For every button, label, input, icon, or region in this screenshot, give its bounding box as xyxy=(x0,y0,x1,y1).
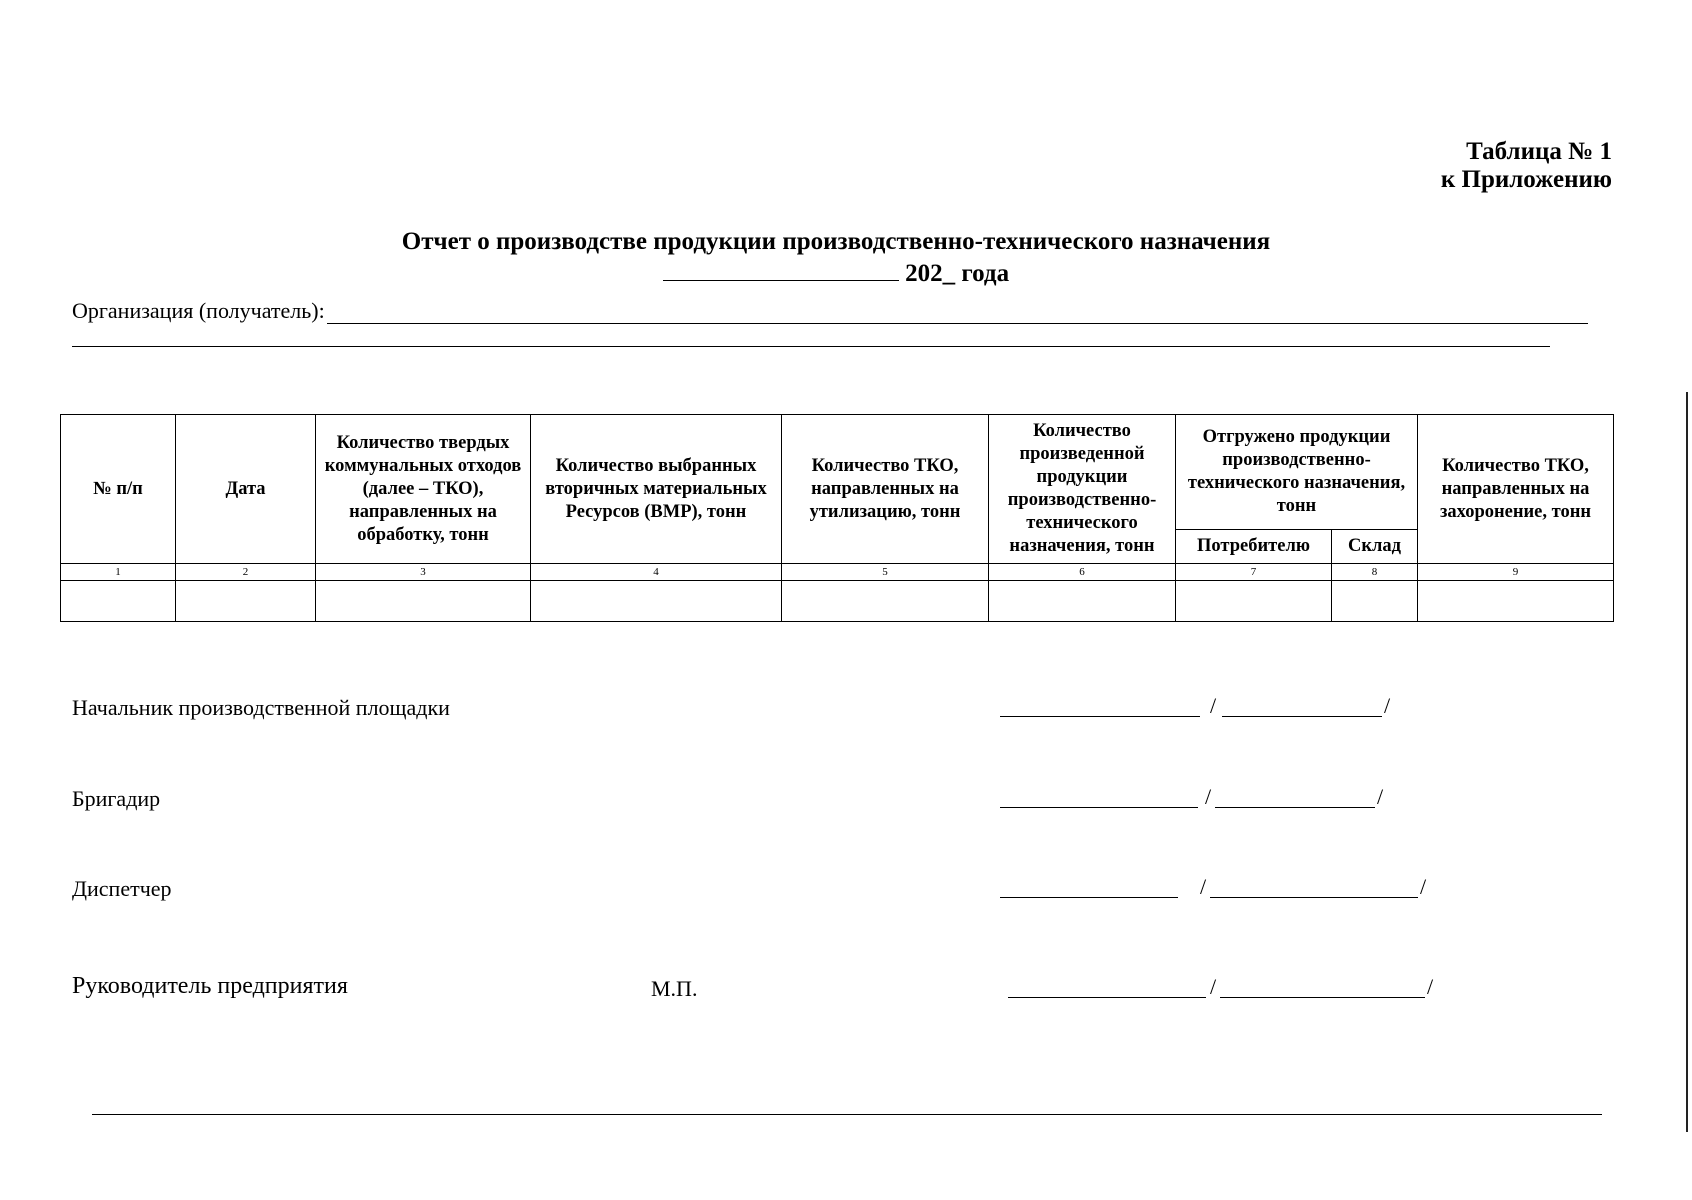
name-line[interactable] xyxy=(1220,997,1425,998)
organization-field[interactable] xyxy=(327,301,1588,324)
annex-appendix-ref: к Приложению xyxy=(1440,166,1612,193)
header-tko-processing: Количество твердых коммунальных отходов (далее – ТКО), направленных на обработку, тонн xyxy=(316,415,531,564)
signature-slash: / xyxy=(1200,874,1207,899)
stamp-place: М.П. xyxy=(651,976,698,1001)
table-cell[interactable] xyxy=(989,581,1176,622)
table-cell[interactable] xyxy=(782,581,989,622)
annex-table-number: Таблица № 1 xyxy=(1466,138,1612,165)
header-shipped: Отгружено продукции производственно-технического назначения, тонн xyxy=(1176,415,1418,530)
name-line[interactable] xyxy=(1210,897,1418,898)
column-number-row xyxy=(61,564,1614,581)
signature-slash: / xyxy=(1205,784,1212,809)
column-number: 5 xyxy=(782,564,989,581)
organization-label: Организация (получатель): xyxy=(72,298,325,323)
signature-slash: / xyxy=(1427,974,1434,999)
header-warehouse: Склад xyxy=(1332,530,1418,564)
signature-label-dispatcher: Диспетчер xyxy=(72,876,172,901)
column-number: 7 xyxy=(1176,564,1332,581)
signature-slash: / xyxy=(1210,693,1217,718)
table-cell[interactable] xyxy=(1332,581,1418,622)
scan-edge-line xyxy=(1686,392,1688,1132)
header-consumer: Потребителю xyxy=(1176,530,1332,564)
header-tko-utilization: Количество ТКО, направленных на утилизацию, тонн xyxy=(782,415,989,564)
column-number: 3 xyxy=(316,564,531,581)
table-cell[interactable] xyxy=(61,581,176,622)
signature-label-chief: Начальник производственной площадки xyxy=(72,695,450,720)
signature-slash: / xyxy=(1420,874,1427,899)
column-number: 4 xyxy=(531,564,782,581)
signature-line[interactable] xyxy=(1000,716,1200,717)
table-header-row xyxy=(61,415,1614,530)
organization-field-line2[interactable] xyxy=(72,346,1550,347)
signature-line[interactable] xyxy=(1000,897,1178,898)
report-period xyxy=(0,258,1672,288)
signature-slash: / xyxy=(1384,693,1391,718)
table-cell[interactable] xyxy=(176,581,316,622)
name-line[interactable] xyxy=(1222,716,1382,717)
header-produced: Количество произведенной продукции производственно-технического назначения, тонн xyxy=(989,415,1176,564)
report-title: Отчет о производстве продукции производственно-технического назначения xyxy=(401,228,1271,255)
table-cell[interactable] xyxy=(316,581,531,622)
table-cell[interactable] xyxy=(1176,581,1332,622)
column-number: 8 xyxy=(1332,564,1418,581)
header-vmr: Количество выбранных вторичных материальных Ресурсов (ВМР), тонн xyxy=(531,415,782,564)
report-table xyxy=(60,414,1614,622)
header-date: Дата xyxy=(176,415,316,564)
column-number: 1 xyxy=(61,564,176,581)
name-line[interactable] xyxy=(1215,807,1375,808)
header-tko-burial: Количество ТКО, направленных на захоронение, тонн xyxy=(1418,415,1614,564)
report-year: 202_ года xyxy=(905,260,1010,287)
table-cell[interactable] xyxy=(1418,581,1614,622)
column-number: 6 xyxy=(989,564,1176,581)
signature-line[interactable] xyxy=(1000,807,1198,808)
annex-header xyxy=(1441,138,1612,194)
signature-slash: / xyxy=(1210,974,1217,999)
signature-label-foreman: Бригадир xyxy=(72,786,161,811)
table-row xyxy=(61,581,1614,622)
month-blank[interactable] xyxy=(663,258,899,281)
column-number: 2 xyxy=(176,564,316,581)
header-number: № п/п xyxy=(61,415,176,564)
bottom-divider xyxy=(92,1114,1602,1115)
signature-label-head: Руководитель предприятия xyxy=(72,973,348,999)
column-number: 9 xyxy=(1418,564,1614,581)
table-cell[interactable] xyxy=(531,581,782,622)
organization-row xyxy=(72,298,1588,324)
signature-slash: / xyxy=(1377,784,1384,809)
signature-line[interactable] xyxy=(1008,997,1206,998)
